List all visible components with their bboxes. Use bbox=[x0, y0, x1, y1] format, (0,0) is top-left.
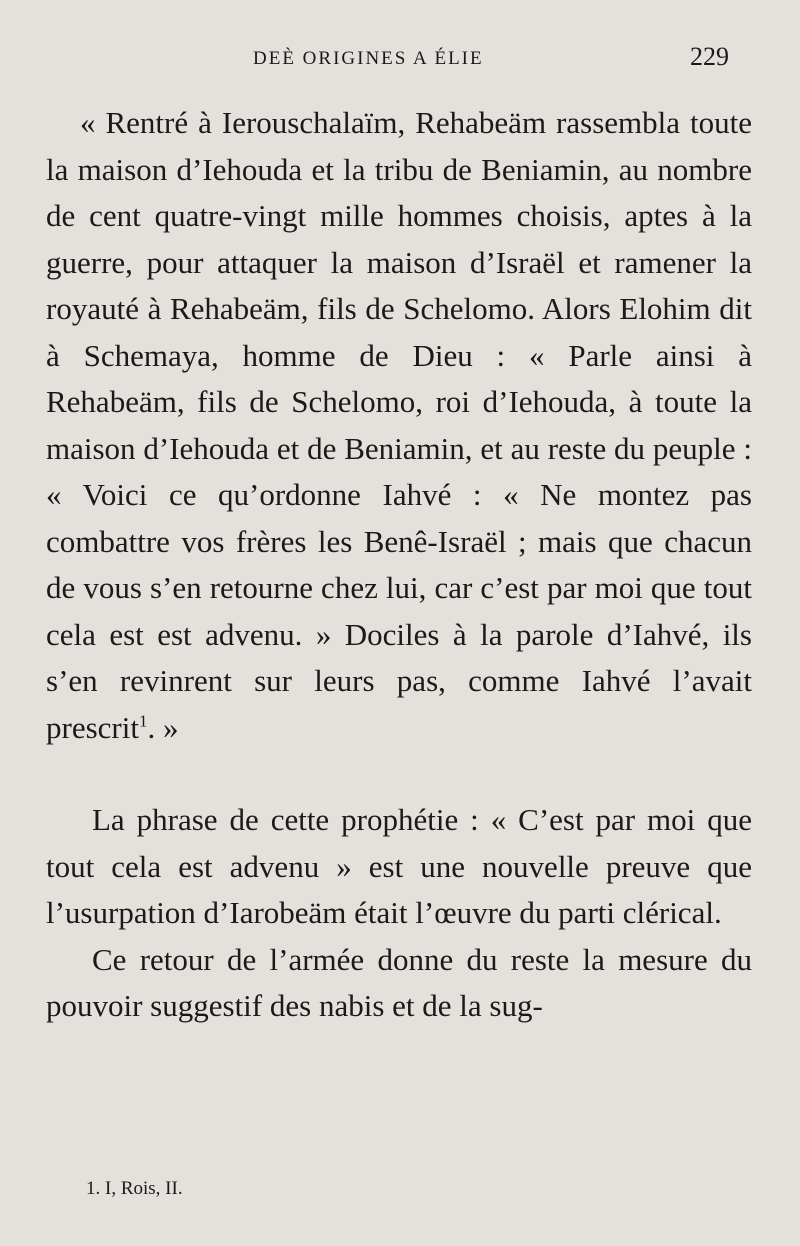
page-number: 229 bbox=[690, 42, 729, 71]
paragraph-1-end: . » bbox=[147, 709, 179, 745]
paragraph-3: Ce retour de l’armée donne du reste la mesure du pouvoir suggestif des nabis et de la sug- bbox=[46, 941, 752, 1023]
footnote-reference: 1 bbox=[138, 711, 148, 731]
body-text bbox=[46, 100, 752, 1030]
running-head bbox=[0, 42, 800, 82]
paragraph-1-text: « Rentré à Ierouschalaïm, Rehabeäm rassembla toute la maison d’Iehouda et la tribu de Beniamin, au nombre de cent quatre-vingt mille hommes choisis, aptes à la guerre, pour attaquer la maison d’Israël et ramener la royauté à Rehabeäm, fils de Schelomo. Alors Elohim dit à Schemaya, homme de Dieu : « Parle ainsi à Rehabeäm, fils de Schelomo, roi d’Iehouda, à toute la maison d’Iehouda et de Beniamin, et au reste du peuple : « Voici ce qu’ordonne Iahvé : « Ne montez pas combattre vos frères les Benê-Israël ; mais que chacun de vous s’en retourne chez lui, car c’est par moi que tout cela est est advenu. » Dociles à la parole d’Iahvé, ils s’en revinrent sur leurs pas, comme Iahvé l’avait prescrit bbox=[46, 105, 752, 745]
paragraph-1 bbox=[46, 100, 752, 751]
footnote: 1. I, Rois, II. bbox=[86, 1178, 183, 1199]
paragraph-2: La phrase de cette prophétie : « C’est par moi que tout cela est advenu » est une nouvelle preuve que l’usurpation d’Iarobeäm était l’œuvre du parti clérical. bbox=[46, 802, 752, 930]
running-title: DEÈ ORIGINES A ÉLIE bbox=[253, 48, 484, 69]
